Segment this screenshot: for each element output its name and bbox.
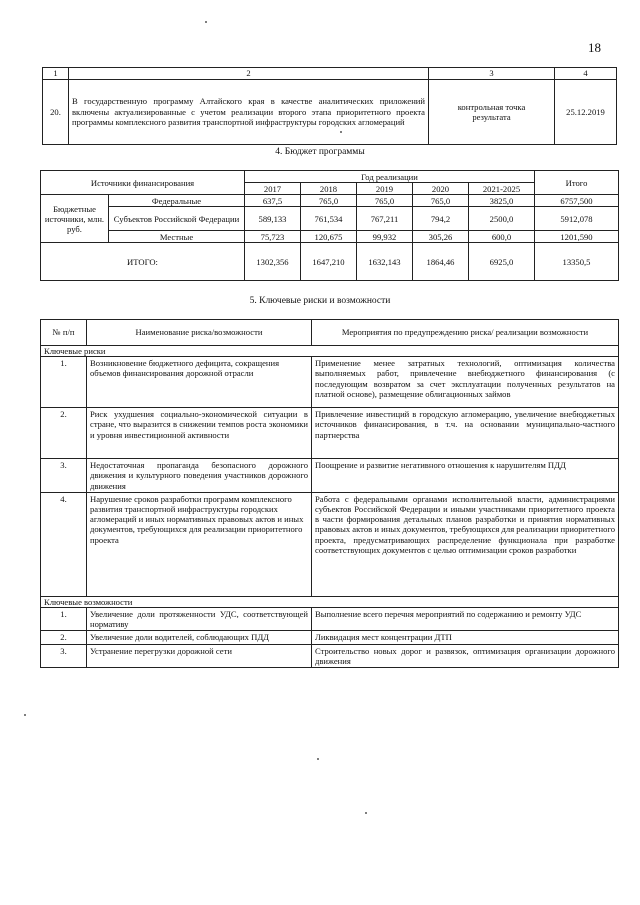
risk-name: Нарушение сроков разработки программ комплексного развития транспортной инфраструктуры городских агломераций и иных нормативных правовых актов и иных документов, требующихся для реализации приоритетного проекта <box>87 492 312 596</box>
budget-heading: 4. Бюджет программы <box>275 147 365 157</box>
table-header-row <box>43 68 617 80</box>
value-cell: 600,0 <box>469 231 535 243</box>
value-cell: 767,211 <box>357 207 413 231</box>
year-cell: 2017 <box>245 183 301 195</box>
opportunity-measure: Выполнение всего перечня мероприятий по содержанию и ремонту УДС <box>312 608 619 631</box>
row-number: 20. <box>43 80 69 145</box>
opportunity-measure: Строительство новых дорог и развязок, оптимизация организации дорожного движения <box>312 644 619 667</box>
value-cell: 120,675 <box>301 231 357 243</box>
opportunity-name: Увеличение доли протяженности УДС, соответствующей нормативу <box>87 608 312 631</box>
header-cell: 1 <box>43 68 69 80</box>
value-cell: 75,723 <box>245 231 301 243</box>
row-description: В государственную программу Алтайского края в качестве аналитических приложений включены актуализированные с учетом реализации второго этапа приоритетного проекта программы комплексного развития транспортной инфраструктуры городских агломераций <box>69 80 429 145</box>
scan-speck <box>365 812 367 814</box>
section-row-opportunities <box>41 596 619 607</box>
scan-speck <box>24 714 26 716</box>
value-cell: 794,2 <box>413 207 469 231</box>
scan-speck <box>205 21 207 23</box>
year-cell: 2021-2025 <box>469 183 535 195</box>
year-cell: 2019 <box>357 183 413 195</box>
value-cell: 99,932 <box>357 231 413 243</box>
opportunity-measure: Ликвидация мест концентрации ДТП <box>312 631 619 644</box>
row-type: контрольная точка результата <box>429 80 555 145</box>
risk-name: Возникновение бюджетного дефицита, сокращения объемов финансирования дорожной отрасли <box>87 357 312 408</box>
budget-row-local <box>41 231 619 243</box>
table-row <box>41 644 619 667</box>
table-row <box>41 631 619 644</box>
risks-header-row <box>41 320 619 346</box>
row-number: 3. <box>41 644 87 667</box>
scan-speck <box>317 758 319 760</box>
value-cell: 1632,143 <box>357 243 413 281</box>
row-date: 25.12.2019 <box>555 80 617 145</box>
year-cell: 2018 <box>301 183 357 195</box>
table-row <box>41 608 619 631</box>
opportunity-name: Устранение перегрузки дорожной сети <box>87 644 312 667</box>
budget-total-row <box>41 243 619 281</box>
row-number: 1. <box>41 357 87 408</box>
total-cell: 1201,590 <box>535 231 619 243</box>
source-name: Субъектов Российской Федерации <box>109 207 245 231</box>
budget-header-row <box>41 171 619 183</box>
row-number: 2. <box>41 408 87 459</box>
sources-header: Источники финансирования <box>41 171 245 195</box>
name-header: Наименование риска/возможности <box>87 320 312 346</box>
source-name: Местные <box>109 231 245 243</box>
table-row <box>41 459 619 493</box>
header-cell: 2 <box>69 68 429 80</box>
opportunity-name: Увеличение доли водителей, соблюдающих ПДД <box>87 631 312 644</box>
risk-name: Риск ухудшения социально-экономической ситуации в стране, что выразится в снижении темпов роста экономики и уровня инвестиционной активности <box>87 408 312 459</box>
value-cell: 2500,0 <box>469 207 535 231</box>
table-row <box>41 492 619 596</box>
total-cell: 6757,500 <box>535 195 619 207</box>
header-cell: 4 <box>555 68 617 80</box>
control-points-table <box>42 67 617 145</box>
value-cell: 765,0 <box>357 195 413 207</box>
section-row-risks <box>41 346 619 357</box>
section-title: Ключевые риски <box>41 346 619 357</box>
risks-heading: 5. Ключевые риски и возможности <box>249 296 391 306</box>
value-cell: 761,534 <box>301 207 357 231</box>
total-cell: 13350,5 <box>535 243 619 281</box>
budget-row-federal <box>41 195 619 207</box>
table-row <box>41 408 619 459</box>
table-row <box>43 80 617 145</box>
row-number: 1. <box>41 608 87 631</box>
section-title: Ключевые возможности <box>41 596 619 607</box>
value-cell: 305,26 <box>413 231 469 243</box>
period-header: Год реализации <box>245 171 535 183</box>
value-cell: 765,0 <box>301 195 357 207</box>
value-cell: 637,5 <box>245 195 301 207</box>
risks-table <box>40 319 619 668</box>
risk-name: Недостаточная пропаганда безопасного дорожного движения и культурного поведения участников дорожного движения <box>87 459 312 493</box>
value-cell: 1864,46 <box>413 243 469 281</box>
scan-speck <box>340 131 342 133</box>
row-number: 4. <box>41 492 87 596</box>
risk-measure: Работа с федеральными органами исполнительной власти, администрациями субъектов Российской Федерации и иными участниками приоритетного проекта в части формирования детальных планов разработки и принятия нормативных правовых актов и иных документов, требующихся для реализации приоритетного проекта, предусматривающих распределение функционала при разработке соответствующих документов с целью оптимизации сроков разработки <box>312 492 619 596</box>
row-number: 3. <box>41 459 87 493</box>
header-cell: 3 <box>429 68 555 80</box>
value-cell: 6925,0 <box>469 243 535 281</box>
value-cell: 589,133 <box>245 207 301 231</box>
budget-row-regional <box>41 207 619 231</box>
total-header: Итого <box>535 171 619 195</box>
row-number: 2. <box>41 631 87 644</box>
value-cell: 3825,0 <box>469 195 535 207</box>
total-label: ИТОГО: <box>41 243 245 281</box>
risk-measure: Привлечение инвестиций в городскую агломерацию, увеличение внебюджетных источников финансирования, в т.ч. на основании муниципально-частного партнерства <box>312 408 619 459</box>
value-cell: 765,0 <box>413 195 469 207</box>
num-header: № п/п <box>41 320 87 346</box>
value-cell: 1302,356 <box>245 243 301 281</box>
budget-table <box>40 170 619 281</box>
year-cell: 2020 <box>413 183 469 195</box>
risk-measure: Применение менее затратных технологий, оптимизация количества выполняемых работ, привлечение внебюджетного финансирования (с последующим возвратом за счет эксплуатации полученных результатов на платной основе), размещение облигационных займов <box>312 357 619 408</box>
page-number: 18 <box>588 40 601 55</box>
total-cell: 5912,078 <box>535 207 619 231</box>
source-name: Федеральные <box>109 195 245 207</box>
group-label: Бюджетные источники, млн. руб. <box>41 195 109 243</box>
risk-measure: Поощрение и развитие негативного отношения к нарушителям ПДД <box>312 459 619 493</box>
measures-header: Мероприятия по предупреждению риска/ реализации возможности <box>312 320 619 346</box>
value-cell: 1647,210 <box>301 243 357 281</box>
table-row <box>41 357 619 408</box>
